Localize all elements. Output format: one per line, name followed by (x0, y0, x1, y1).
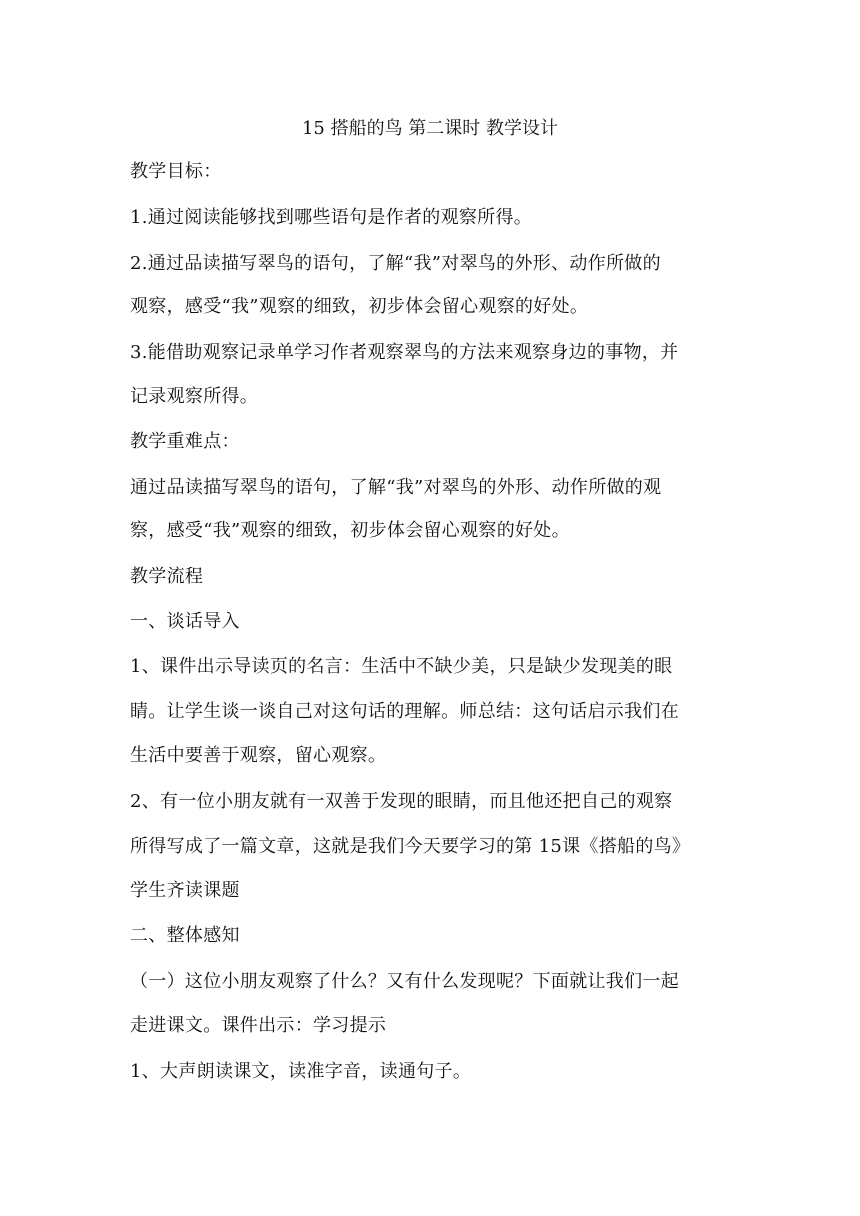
paragraph-line: 生活中要善于观察，留心观察。 (130, 745, 387, 766)
section-heading: 二、整体感知 (130, 925, 240, 946)
paragraph-line: 学生齐读课题 (130, 880, 240, 901)
paragraph-line: 通过品读描写翠鸟的语句，了解“我”对翠鸟的外形、动作所做的观 (130, 477, 662, 498)
paragraph-line: 2、有一位小朋友就有一双善于发现的眼睛，而且他还把自己的观察 (130, 791, 673, 812)
paragraph-line: （一）这位小朋友观察了什么？又有什么发现呢？下面就让我们一起 (130, 971, 679, 992)
paragraph-line: 1、大声朗读课文，读准字音，读通句子。 (130, 1061, 472, 1082)
heading-process: 教学流程 (130, 566, 204, 587)
document-title: 15 搭船的鸟 第二课时 教学设计 (301, 118, 559, 139)
paragraph-line: 2.通过品读描写翠鸟的语句，了解“我”对翠鸟的外形、动作所做的 (130, 253, 661, 274)
heading-objectives: 教学目标： (130, 161, 222, 182)
section-heading: 一、谈话导入 (130, 611, 240, 632)
paragraph-line: 1.通过阅读能够找到哪些语句是作者的观察所得。 (130, 207, 533, 228)
paragraph-line: 1、课件出示导读页的名言：生活中不缺少美，只是缺少发现美的眼 (130, 656, 673, 677)
paragraph-line: 所得写成了一篇文章，这就是我们今天要学习的第 15课《搭船的鸟》 (130, 836, 691, 857)
paragraph-line: 察，感受“我”观察的细致，初步体会留心观察的好处。 (130, 520, 570, 541)
heading-key-points: 教学重难点： (130, 431, 240, 452)
paragraph-line: 3.能借助观察记录单学习作者观察翠鸟的方法来观察身边的事物，并 (130, 342, 679, 363)
paragraph-line: 睛。让学生谈一谈自己对这句话的理解。师总结：这句话启示我们在 (130, 701, 679, 722)
paragraph-line: 观察，感受“我”观察的细致，初步体会留心观察的好处。 (130, 296, 589, 317)
paragraph-line: 记录观察所得。 (130, 386, 259, 407)
paragraph-line: 走进课文。课件出示：学习提示 (130, 1015, 387, 1036)
